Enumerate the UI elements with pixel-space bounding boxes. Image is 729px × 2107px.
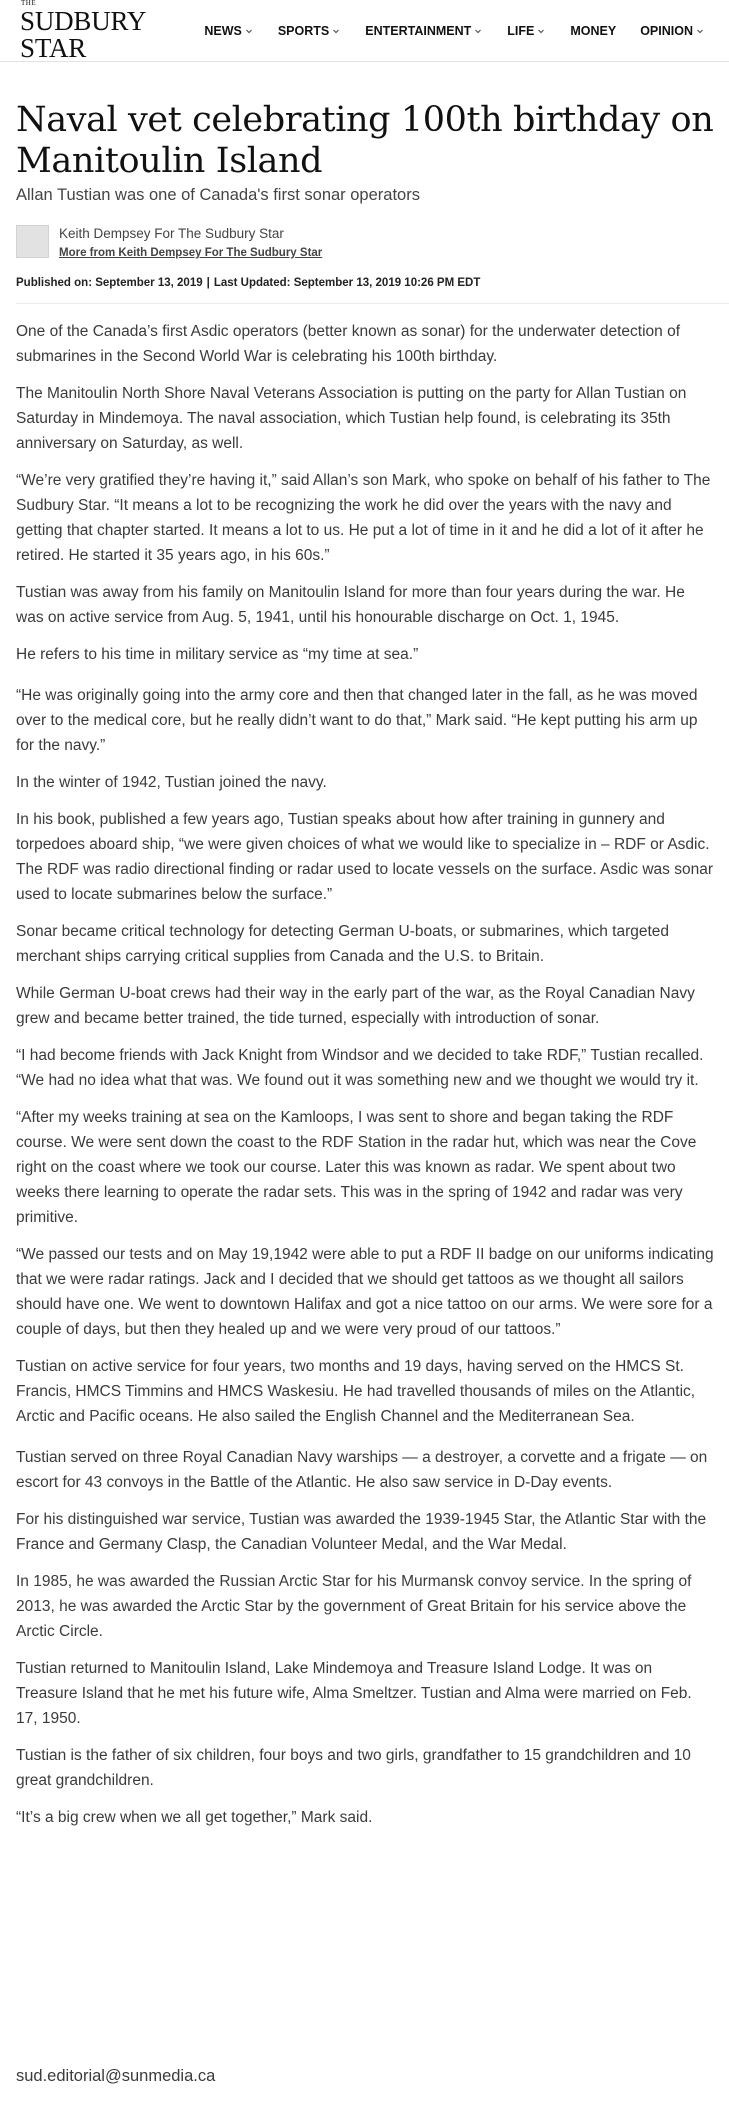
- article-paragraph: In 1985, he was awarded the Russian Arctic Star for his Murmansk convoy service. In the spring of 2013, he was awarded the Arctic Star by the government of Great Britain for his service above the Arctic Circle.: [16, 1573, 692, 1640]
- article-paragraph: The Manitoulin North Shore Naval Veterans Association is putting on the party for Allan Tustian on Saturday in Mindemoya. The naval association, which Tustian help found, is celebrating its 35th anniversary on Saturday, as well.: [16, 385, 687, 452]
- nav-item-sports[interactable]: [278, 24, 341, 38]
- nav-item-label: NEWS: [204, 23, 242, 38]
- article-paragraph: “We’re very gratified they’re having it,” said Allan’s son Mark, who spoke on behalf of his father to The Sudbury Star. “It means a lot to be recognizing the work he did over the years with the navy and getting that chapter started. It means a lot to us. He put a lot of time in it and he did a lot of it after he retired. He started it 35 years ago, in his 60s.”: [16, 472, 711, 564]
- article-deck: Allan Tustian was one of Canada's first sonar operators: [16, 186, 420, 204]
- chevron-down-icon: [536, 26, 546, 36]
- article-paragraph: “I had become friends with Jack Knight from Windsor and we decided to take RDF,” Tustian recalled. “We had no idea what that was. We found out it was something new and we thought we would try it.: [16, 1047, 704, 1089]
- article-paragraph: Tustian returned to Manitoulin Island, Lake Mindemoya and Treasure Island Lodge. It was on Treasure Island that he met his future wife, Alma Smeltzer. Tustian and Alma were married on Feb. 17, 1950.: [16, 1660, 692, 1727]
- nav-item-news[interactable]: [204, 24, 254, 38]
- nav-item-entertainment[interactable]: [365, 24, 483, 38]
- nav-item-label: LIFE: [507, 23, 535, 38]
- nav-item-opinion[interactable]: [640, 24, 705, 38]
- site-header: [0, 0, 729, 62]
- date-separator: |: [206, 277, 210, 289]
- article-paragraph: Tustian was away from his family on Manitoulin Island for more than four years during the war. He was on active service from Aug. 5, 1941, until his honourable discharge on Oct. 1, 1945.: [16, 584, 685, 626]
- byline: [16, 223, 729, 259]
- article-paragraph: Sonar became critical technology for detecting German U-boats, or submarines, which targeted merchant ships carrying critical supplies from Canada and the U.S. to Britain.: [16, 923, 670, 965]
- article-paragraph: “He was originally going into the army core and then that changed later in the fall, as he was moved over to the medical core, but he really didn’t want to do that,” Mark said. “He kept putting his arm up for the navy.”: [16, 687, 698, 754]
- editorial-email[interactable]: sud.editorial@sunmedia.ca: [16, 2067, 216, 2085]
- chevron-down-icon: [695, 26, 705, 36]
- dateline: [16, 277, 729, 304]
- chevron-down-icon: [473, 26, 483, 36]
- published-date: Published on: September 13, 2019: [16, 277, 203, 289]
- article-paragraph: In his book, published a few years ago, Tustian speaks about how after training in gunnery and torpedoes aboard ship, “we were given choices of what we would like to specialize in – RDF or Asdic. The RDF was radio directional finding or radar used to locate vessels on the surface. Asdic was sonar used to locate submarines below the surface.”: [16, 811, 713, 903]
- site-logo[interactable]: [20, 0, 175, 62]
- chevron-down-icon: [244, 26, 254, 36]
- author-name: Keith Dempsey For The Sudbury Star: [59, 226, 284, 241]
- nav-item-money[interactable]: [570, 24, 616, 38]
- article-paragraph: For his distinguished war service, Tustian was awarded the 1939-1945 Star, the Atlantic Star with the France and Germany Clasp, the Canadian Volunteer Medal, and the War Medal.: [16, 1511, 707, 1553]
- logo-the: THE: [21, 0, 37, 7]
- logo-name: SUDBURY STAR: [20, 5, 146, 63]
- main-nav: [204, 0, 729, 61]
- nav-item-label: MONEY: [570, 23, 617, 38]
- article-paragraph: In the winter of 1942, Tustian joined the navy.: [16, 774, 327, 791]
- more-from-author-link[interactable]: More from Keith Dempsey For The Sudbury Star: [59, 247, 323, 259]
- nav-item-label: ENTERTAINMENT: [365, 23, 472, 38]
- byline-text: [59, 223, 322, 259]
- article-paragraph: Tustian is the father of six children, four boys and two girls, grandfather to 15 grandchildren and 10 great grandchildren.: [16, 1747, 691, 1789]
- article-paragraph: “It’s a big crew when we all get together,” Mark said.: [16, 1809, 373, 1826]
- chevron-down-icon: [331, 26, 341, 36]
- article-paragraph: One of the Canada’s first Asdic operators (better known as sonar) for the underwater detection of submarines in the Second World War is celebrating his 100th birthday.: [16, 323, 680, 365]
- article-paragraph: Tustian served on three Royal Canadian Navy warships — a destroyer, a corvette and a frigate — on escort for 43 convoys in the Battle of the Atlantic. He also saw service in D-Day events.: [16, 1449, 708, 1491]
- updated-date: Last Updated: September 13, 2019 10:26 PM EDT: [213, 277, 481, 289]
- article-headline: Naval vet celebrating 100th birthday on Manitoulin Island: [16, 100, 714, 181]
- article-paragraph: “We passed our tests and on May 19,1942 were able to put a RDF II badge on our uniforms indicating that we were radar ratings. Jack and I decided that we should get tattoos as we thought all sailors should have one. We went to downtown Halifax and got a nice tattoo on our arms. We were sore for a couple of days, but then they healed up and we were very proud of our tattoos.”: [16, 1246, 714, 1338]
- nav-item-label: SPORTS: [277, 23, 330, 38]
- article-paragraph: Tustian on active service for four years, two months and 19 days, having served on the HMCS St. Francis, HMCS Timmins and HMCS Waskesiu. He had travelled thousands of miles on the Atlantic, Arctic and Pacific oceans. He also sailed the English Channel and the Mediterranean Sea.: [16, 1358, 696, 1425]
- article-paragraph: While German U-boat crews had their way in the early part of the war, as the Royal Canadian Navy grew and became better trained, the tide turned, especially with introduction of sonar.: [16, 985, 695, 1027]
- article-paragraph: He refers to his time in military service as “my time at sea.”: [16, 646, 419, 663]
- article-paragraph: “After my weeks training at sea on the Kamloops, I was sent to shore and began taking the RDF course. We were sent down the coast to the RDF Station in the radar hut, which was near the Cove right on the coast where we took our course. Later this was known as radar. We spent about two weeks there learning to operate the radar sets. This was in the spring of 1942 and radar was very primitive.: [16, 1109, 697, 1226]
- author-avatar: [16, 225, 49, 258]
- nav-item-life[interactable]: [507, 24, 546, 38]
- article-body: [16, 319, 716, 1830]
- nav-item-label: OPINION: [640, 23, 693, 38]
